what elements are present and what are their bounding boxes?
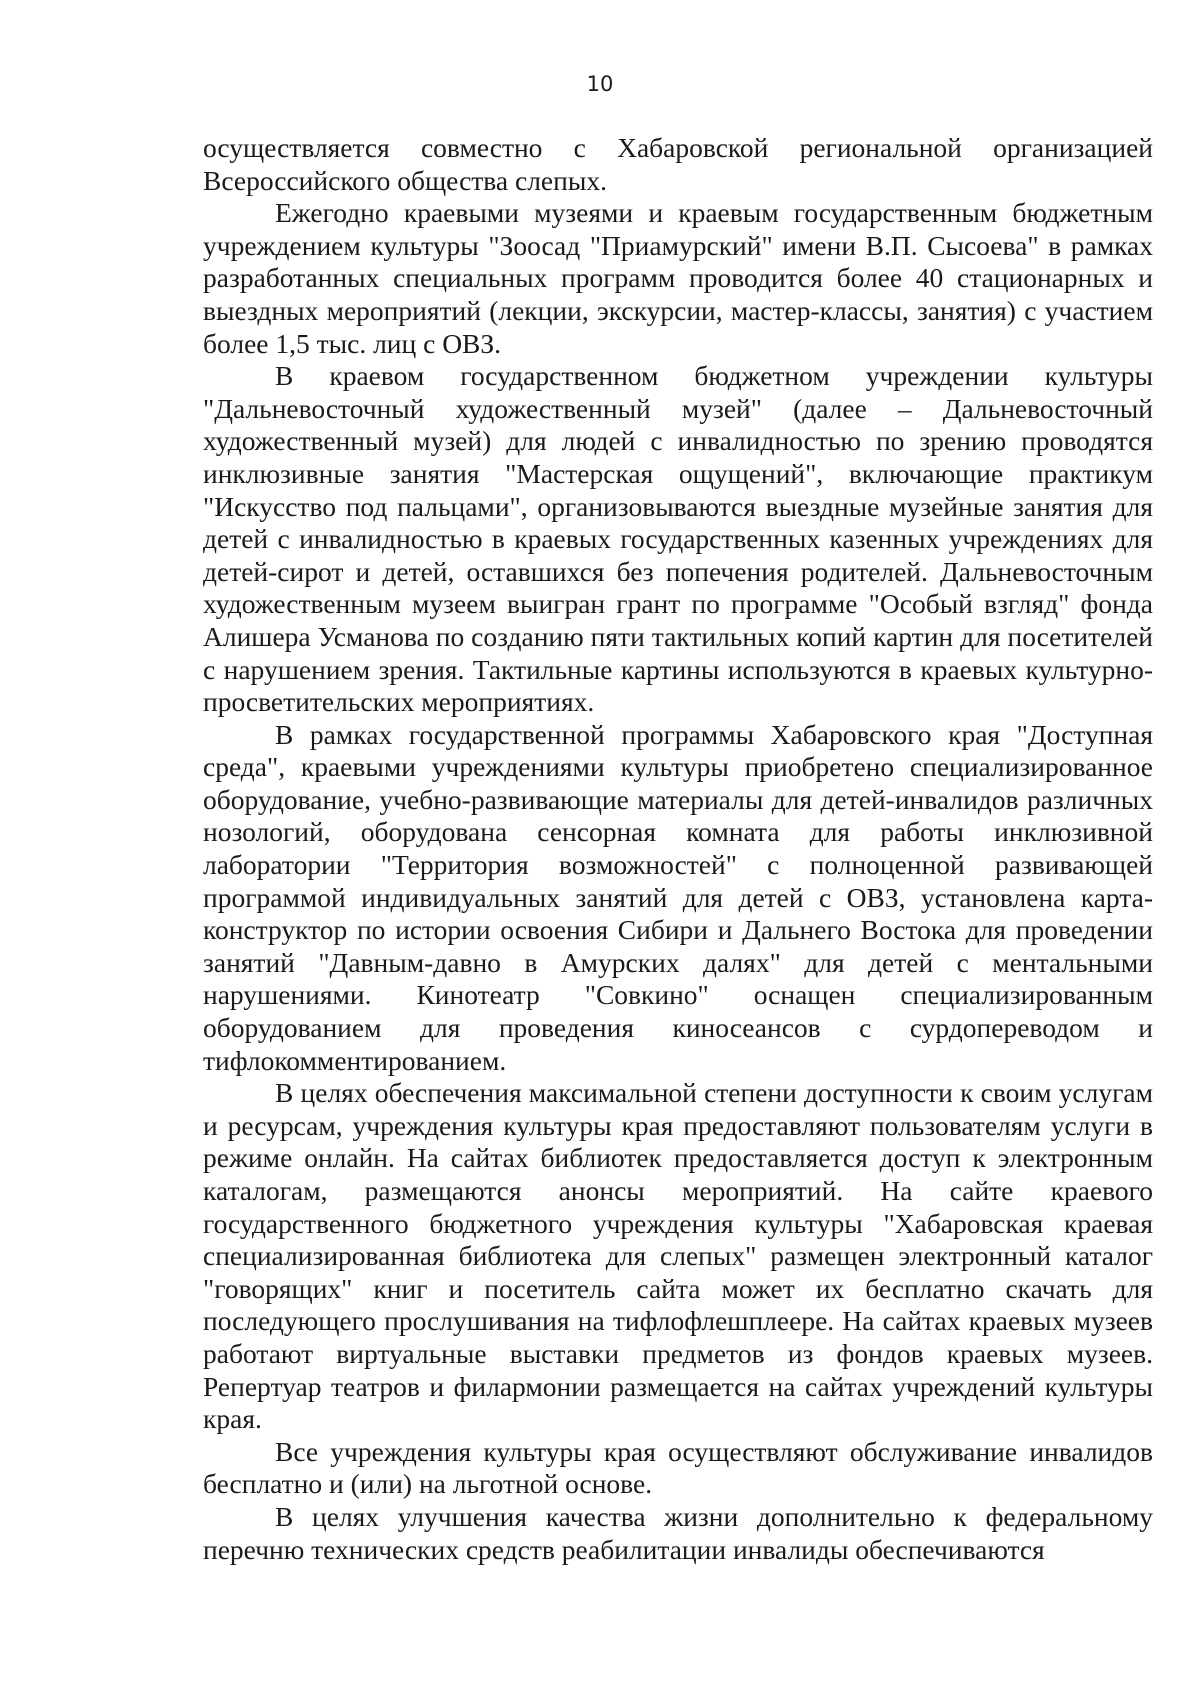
document-body xyxy=(203,132,1153,1566)
paragraph-accessible-environment: В рамках государственной программы Хабаровского края "Доступная среда", краевыми учреждениями культуры приобретено специализированное оборудование, учебно-развивающие материалы для детей-инвалидов различных нозологий, оборудована сенсорная комната для работы инклюзивной лаборатории "Территория возможностей" с полноценной развивающей программой индивидуальных занятий для детей с ОВЗ, установлена карта-конструктор по истории освоения Сибири и Дальнего Востока для проведении занятий "Давным-давно в Амурских далях" для детей с ментальными нарушениями. Кинотеатр "Совкино" оснащен специализированным оборудованием для проведения киносеансов с сурдопереводом и тифлокомментированием. xyxy=(203,718,1153,1076)
paragraph-art-museum: В краевом государственном бюджетном учреждении культуры "Дальневосточный художественный музей" (далее – Дальневосточный художественный музей) для людей с инвалидностью по зрению проводятся инклюзивные занятия "Мастерская ощущений", включающие практикум "Искусство под пальцами", организовываются выездные музейные занятия для детей с инвалидностью в краевых государственных казенных учреждениях для детей-сирот и детей, оставшихся без попечения родителей. Дальневосточным художественным музеем выигран грант по программе "Особый взгляд" фонда Алишера Усманова по созданию пяти тактильных копий картин для посетителей с нарушением зрения. Тактильные картины используются в краевых культурно-просветительских мероприятиях. xyxy=(203,360,1153,718)
paragraph-continuation: осуществляется совместно с Хабаровской региональной организацией Всероссийского общества слепых. xyxy=(203,132,1153,196)
paragraph-free-services: Все учреждения культуры края осуществляют обслуживание инвалидов бесплатно и (или) на льготной основе. xyxy=(203,1435,1153,1500)
paragraph-museums-events: Ежегодно краевыми музеями и краевым государственным бюджетным учреждением культуры "Зоосад "Приамурский" имени В.П. Сысоева" в рамках разработанных специальных программ проводится более 40 стационарных и выездных мероприятий (лекции, экскурсии, мастер-классы, занятия) с участием более 1,5 тыс. лиц с ОВЗ. xyxy=(203,197,1153,359)
paragraph-rehabilitation-means: В целях улучшения качества жизни дополнительно к федеральному перечню технических средств реабилитации инвалиды обеспечиваются xyxy=(203,1500,1153,1565)
page-number: 10 xyxy=(586,72,614,96)
paragraph-online-services: В целях обеспечения максимальной степени доступности к своим услугам и ресурсам, учреждения культуры края предоставляют пользователям услуги в режиме онлайн. На сайтах библиотек предоставляется доступ к электронным каталогам, размещаются анонсы мероприятий. На сайте краевого государственного бюджетного учреждения культуры "Хабаровская краевая специализированная библиотека для слепых" размещен электронный каталог "говорящих" книг и посетитель сайта может их бесплатно скачать для последующего прослушивания на тифлофлешплеере. На сайтах краевых музеев работают виртуальные выставки предметов из фондов краевых музеев. Репертуар театров и филармонии размещается на сайтах учреждений культуры края. xyxy=(203,1077,1153,1435)
